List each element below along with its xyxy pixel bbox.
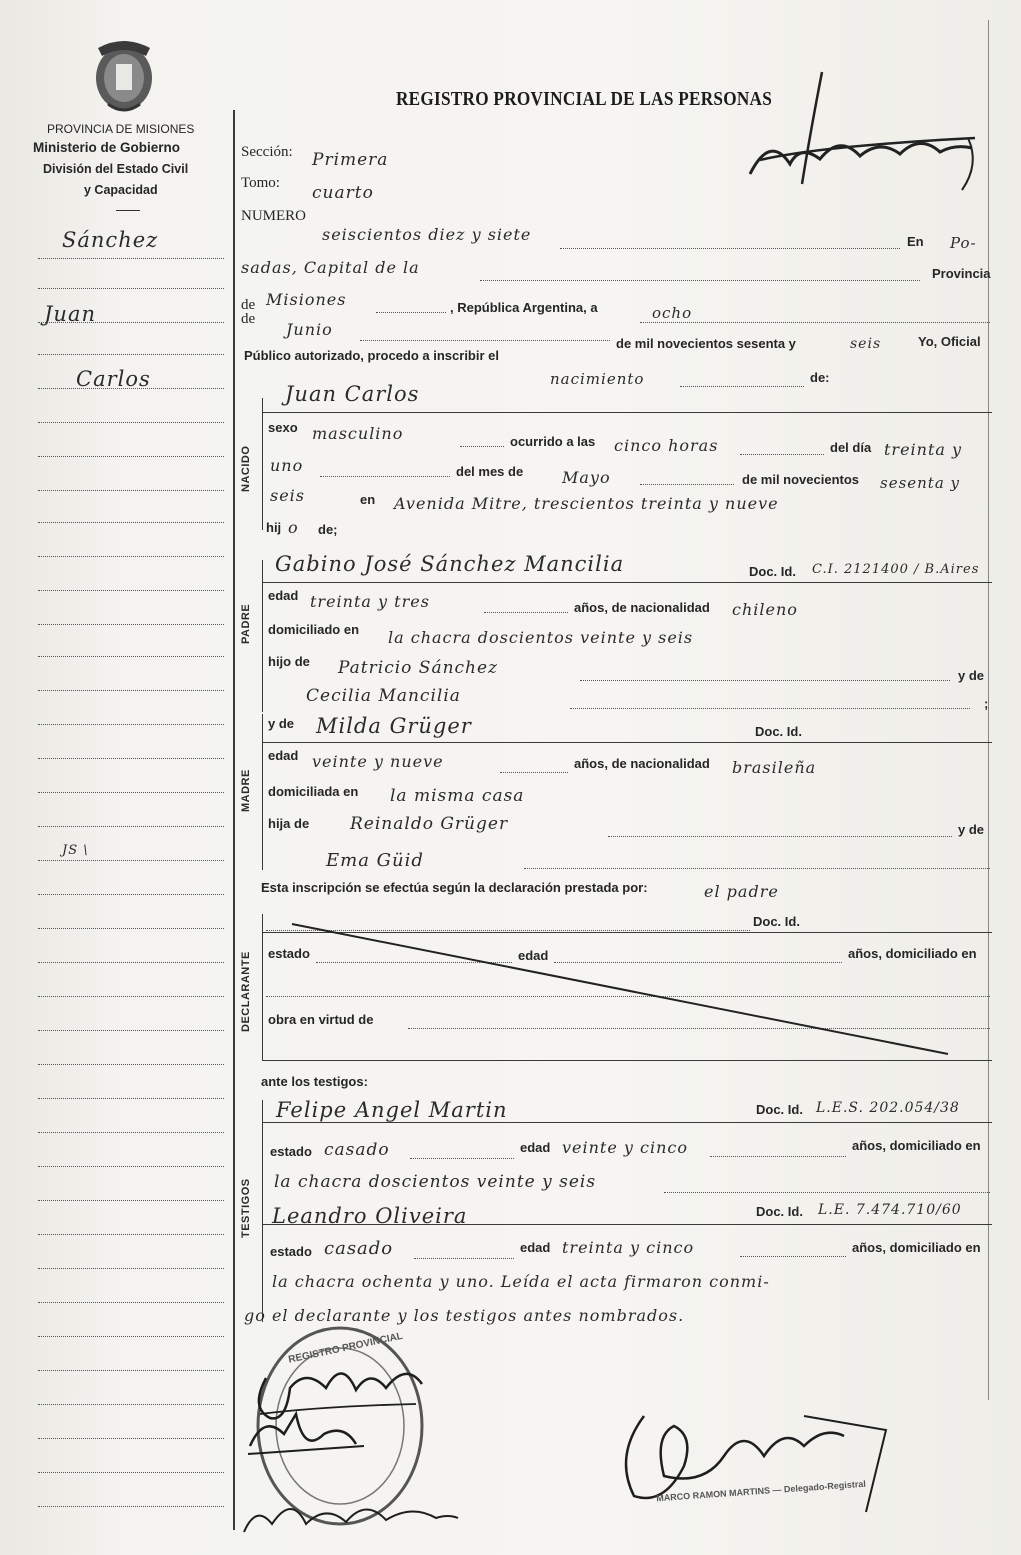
ocurrido-label: ocurrido a las — [510, 434, 596, 449]
publico-text: Público autorizado, procedo a inscribir el — [244, 348, 499, 363]
numero-label: NUMERO — [241, 208, 307, 224]
en-label: En — [907, 234, 924, 249]
madre-nacionalidad-label: años, de nacionalidad — [574, 756, 710, 771]
declarante-section-label: DECLARANTE — [240, 951, 252, 1032]
hijo-de: de; — [318, 522, 338, 537]
header-divider — [116, 210, 140, 211]
seccion-value: Primera — [312, 150, 389, 170]
nacido-name: Juan Carlos — [285, 382, 420, 406]
padre-name: Gabino José Sánchez Mancilia — [275, 552, 625, 576]
official-signature-top — [740, 64, 990, 194]
padre-mother-value: Cecilia Mancilia — [306, 686, 461, 706]
padre-nacionalidad-label: años, de nacionalidad — [574, 600, 710, 615]
tomo-value: cuarto — [312, 183, 374, 203]
republica-label: , República Argentina, a — [450, 300, 598, 315]
padre-domicilio-label: domiciliado en — [268, 622, 360, 637]
declarante-doc-label: Doc. Id. — [753, 914, 800, 929]
dia-value-1: treinta y — [884, 440, 963, 459]
tomo-label: Tomo: — [241, 175, 280, 191]
testigo-1-domicilio-value: la chacra doscientos veinte y seis — [274, 1172, 597, 1192]
testigos-section-label: TESTIGOS — [240, 1178, 252, 1238]
madre-hija-de-label: hija de — [268, 816, 310, 831]
province-value: Misiones — [266, 290, 347, 309]
city-part-2: sadas, Capital de la — [241, 258, 420, 277]
event-value: nacimiento — [550, 370, 645, 388]
declaracion-value: el padre — [704, 882, 779, 901]
margin-name-2: Carlos — [76, 367, 151, 391]
division-label-1: División del Estado Civil — [43, 162, 189, 176]
del-mes-label: del mes de — [456, 464, 524, 479]
sexo-value: masculino — [312, 424, 404, 443]
testigo-1-estado-label: estado — [270, 1144, 312, 1159]
testigo-2-edad-value: treinta y cinco — [562, 1238, 695, 1257]
madre-father-value: Reinaldo Grüger — [350, 814, 509, 834]
testigo-1-edad-label: edad — [520, 1140, 551, 1155]
testigo-2-estado-value: casado — [324, 1238, 394, 1259]
testigo-1-name: Felipe Angel Martin — [276, 1098, 508, 1122]
madre-domicilio-label: domiciliada en — [268, 784, 359, 799]
en-lugar-label: en — [360, 492, 376, 507]
testigo-1-domicilio-label: años, domiciliado en — [852, 1138, 981, 1153]
provincia-label: Provincia — [932, 266, 991, 281]
testigo-2-doc-label: Doc. Id. — [756, 1204, 803, 1219]
madre-domicilio-value: la misma casa — [390, 786, 525, 806]
mes-value: Mayo — [562, 468, 611, 487]
registrar-stamp-text: MARCO RAMON MARTINS — Delegado-Registral — [655, 1478, 867, 1504]
madre-edad-label: edad — [268, 748, 299, 763]
padre-section-label: PADRE — [240, 603, 252, 644]
declarante-cross-out-line — [262, 920, 962, 1060]
padre-doc-label: Doc. Id. — [749, 564, 796, 579]
madre-y-de-label: y de — [268, 716, 295, 731]
testigo-1-edad-value: veinte y cinco — [562, 1138, 689, 1157]
margin-marks: JS \ — [62, 843, 89, 858]
province-label: PROVINCIA DE MISIONES — [47, 122, 195, 136]
signature-testigo-2 — [236, 1484, 466, 1544]
de-label-1: de — [241, 297, 256, 313]
city-part-1: Po- — [950, 234, 977, 252]
page-title: REGISTRO PROVINCIAL DE LAS PERSONAS — [396, 88, 773, 110]
testigo-2-domicilio-label: años, domiciliado en — [852, 1240, 981, 1255]
signature-testigo-1 — [244, 1404, 374, 1474]
testigo-2-name: Leandro Oliveira — [272, 1204, 468, 1228]
year-text: de mil novecientos sesenta y — [616, 336, 796, 351]
padre-nacionalidad-value: chileno — [732, 600, 798, 619]
testigo-1-doc-label: Doc. Id. — [756, 1102, 803, 1117]
nacido-year-text: de mil novecientos — [742, 472, 860, 487]
declaracion-text: Esta inscripción se efectúa según la declaración prestada por: — [261, 880, 648, 895]
nacido-section-label: NACIDO — [240, 445, 252, 492]
hijo-label: hij — [266, 520, 282, 535]
oficial-label: Yo, Oficial — [918, 334, 981, 349]
madre-doc-label: Doc. Id. — [755, 724, 802, 739]
month-value: Junio — [286, 320, 333, 339]
margin-divider — [233, 110, 235, 1530]
closing-text: go el declarante y los testigos antes nombrados. — [244, 1306, 685, 1325]
dia-value-2: uno — [270, 456, 304, 475]
madre-nacionalidad-value: brasileña — [732, 758, 817, 777]
testigo-1-doc-value: L.E.S. 202.054/38 — [816, 1100, 960, 1116]
testigo-1-estado-value: casado — [324, 1140, 390, 1160]
declarante-edad-label: edad — [518, 948, 549, 963]
del-dia-label: del día — [830, 440, 872, 455]
day-value: ocho — [652, 304, 693, 322]
madre-section-label: MADRE — [240, 769, 252, 812]
padre-doc-value: C.I. 2121400 / B.Aires — [812, 562, 980, 577]
testigo-2-domicilio-value: la chacra ochenta y uno. Leída el acta firmaron conmi- — [272, 1272, 770, 1291]
ministry-label: Ministerio de Gobierno — [33, 140, 181, 155]
nacido-year-value-2: seis — [270, 486, 306, 505]
signature-official-bottom — [604, 1396, 894, 1516]
numero-value: seiscientos diez y siete — [322, 225, 532, 244]
testigo-2-edad-label: edad — [520, 1240, 551, 1255]
year-value: seis — [850, 336, 882, 352]
nacido-year-value-1: sesenta y — [880, 474, 961, 492]
declarante-domicilio-label: años, domiciliado en — [848, 946, 977, 961]
madre-edad-value: veinte y nueve — [312, 752, 444, 771]
testigo-2-estado-label: estado — [270, 1244, 312, 1259]
madre-y-de-label-2: y de — [958, 822, 985, 837]
division-label-2: y Capacidad — [84, 183, 158, 197]
seal-text: REGISTRO PROVINCIAL — [287, 1330, 404, 1366]
padre-semicolon: ; — [984, 696, 989, 711]
seccion-label: Sección: — [241, 144, 293, 160]
margin-surname: Sánchez — [62, 228, 159, 252]
padre-father-value: Patricio Sánchez — [338, 658, 499, 678]
madre-name: Milda Grüger — [316, 714, 472, 738]
declarante-obra-label: obra en virtud de — [268, 1012, 374, 1027]
declarante-estado-label: estado — [268, 946, 310, 961]
lugar-value: Avenida Mitre, trescientos treinta y nueve — [394, 494, 779, 513]
padre-edad-value: treinta y tres — [310, 592, 430, 611]
padre-hijo-de-label: hijo de — [268, 654, 310, 669]
margin-name-1: Juan — [44, 302, 96, 326]
padre-edad-label: edad — [268, 588, 299, 603]
testigo-2-doc-value: L.E. 7.474.710/60 — [818, 1202, 962, 1218]
padre-y-de-label: y de — [958, 668, 985, 683]
de-label-2: de — [241, 311, 256, 327]
madre-mother-value: Ema Güid — [326, 850, 424, 871]
hora-value: cinco horas — [614, 436, 719, 455]
de-colon: de: — [810, 370, 830, 385]
sexo-label: sexo — [268, 420, 298, 435]
testigos-intro: ante los testigos: — [261, 1074, 368, 1089]
padre-domicilio-value: la chacra doscientos veinte y seis — [388, 628, 694, 647]
hijo-suffix: o — [288, 518, 299, 537]
coat-of-arms-icon — [88, 34, 160, 116]
